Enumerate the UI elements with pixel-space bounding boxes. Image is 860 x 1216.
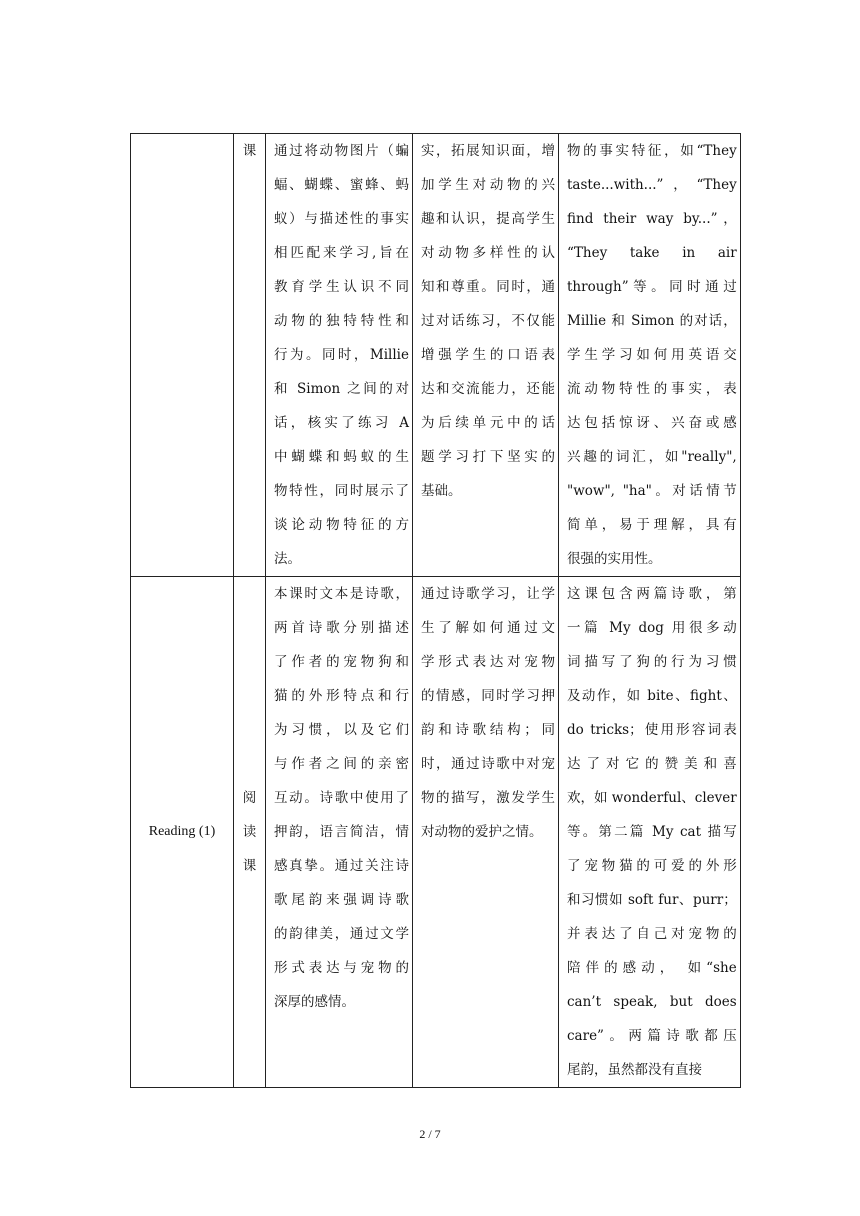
- language-line: 流动物特性的事实，表: [567, 381, 737, 397]
- content-line: 话，核实了练习 A: [274, 415, 409, 431]
- goal-line: 实，拓展知识面，增: [421, 143, 555, 159]
- goal-line: 韵和诗歌结构；同: [421, 722, 555, 738]
- content-line: 深厚的感情。: [274, 994, 355, 1010]
- language-line: Millie 和 Simon 的对话，: [567, 313, 737, 329]
- lesson-type-line: 阅: [242, 790, 257, 806]
- goal-line: 题学习打下坚实的: [421, 449, 555, 465]
- content-line: 的韵律美，通过文学: [274, 926, 409, 942]
- content-line: 物特性，同时展示了: [274, 483, 409, 499]
- language-line: 尾韵，虽然都没有直接: [567, 1062, 702, 1078]
- content-line: 法。: [274, 551, 301, 567]
- language-line: 及动作，如 bite、fight、: [567, 688, 737, 704]
- content-line: 形式表达与宠物的: [274, 960, 409, 976]
- goal-line: 学形式表达对宠物: [421, 654, 555, 670]
- language-line: 很强的实用性。: [567, 551, 662, 567]
- lesson-analysis-table: [130, 133, 741, 1088]
- lesson-name-cell: [131, 577, 234, 1088]
- goal-line: 为后续单元中的话: [421, 415, 555, 431]
- goal-line: 基础。: [421, 483, 462, 499]
- content-line: 通过将动物图片（蝙: [274, 143, 409, 159]
- content-line: 感真挚。通过关注诗: [274, 858, 409, 874]
- content-cell: [266, 134, 413, 577]
- content-line: 猫的外形特点和行: [274, 688, 409, 704]
- lesson-type-line: 课: [242, 858, 257, 874]
- content-line: 与作者之间的亲密: [274, 756, 409, 772]
- language-line: through”等。同时通过: [567, 279, 737, 295]
- language-line: 陪伴的感动， 如“she: [567, 960, 737, 976]
- goal-line: 加学生对动物的兴: [421, 177, 555, 193]
- content-line: 蚁）与描述性的事实: [274, 211, 409, 227]
- language-cell: [559, 134, 741, 577]
- language-line: 这课包含两篇诗歌，第: [567, 586, 737, 602]
- content-line: 和 Simon 之间的对: [274, 381, 409, 397]
- lesson-type-cell: [234, 134, 266, 577]
- lesson-type-cell: [234, 577, 266, 1088]
- language-line: 学生学习如何用英语交: [567, 347, 737, 363]
- language-line: 了宠物猫的可爱的外形: [567, 858, 737, 874]
- language-line: 达包括惊讶、兴奋或感: [567, 415, 737, 431]
- content-line: 动物的独特特性和: [274, 313, 409, 329]
- content-line: 为习惯，以及它们: [274, 722, 409, 738]
- content-line: 行为。同时，Millie: [274, 347, 409, 363]
- goal-cell: [413, 134, 559, 577]
- table-row-2: [131, 577, 741, 1088]
- language-line: 物的事实特征，如“They: [567, 143, 737, 159]
- content-line: 蝠、蝴蝶、蜜蜂、蚂: [274, 177, 409, 193]
- language-line: 词描写了狗的行为习惯: [567, 654, 737, 670]
- language-line: can’t speak, but does: [567, 994, 737, 1010]
- language-line: care”。两篇诗歌都压: [567, 1028, 737, 1044]
- content-line: 互动。诗歌中使用了: [274, 790, 409, 806]
- lesson-type-line: 读: [242, 824, 257, 840]
- goal-line: 趣和认识，提高学生: [421, 211, 555, 227]
- lesson-name: Reading (1): [148, 824, 216, 839]
- language-line: 欢，如 wonderful、clever: [567, 790, 737, 806]
- goal-line: 的情感，同时学习押: [421, 688, 555, 704]
- goal-line: 达和交流能力，还能: [421, 381, 555, 397]
- lesson-name-cell: [131, 134, 234, 577]
- language-line: taste...with...”，“They: [567, 177, 737, 193]
- goal-line: 对动物多样性的认: [421, 245, 555, 261]
- language-line: 并表达了自己对宠物的: [567, 926, 737, 942]
- language-cell: [559, 577, 741, 1088]
- goal-line: 对动物的爱护之情。: [421, 824, 543, 840]
- language-line: 达了对它的赞美和喜: [567, 756, 737, 772]
- language-line: 一篇 My dog 用很多动: [567, 620, 737, 636]
- goal-line: 物的描写，激发学生: [421, 790, 555, 806]
- goal-cell: [413, 577, 559, 1088]
- language-line: do tricks；使用形容词表: [567, 722, 737, 738]
- goal-line: 时，通过诗歌中对宠: [421, 756, 555, 772]
- goal-line: 知和尊重。同时，通: [421, 279, 555, 295]
- lesson-type-line: 课: [242, 143, 257, 159]
- content-line: 教育学生认识不同: [274, 279, 409, 295]
- language-line: 兴趣的词汇，如"really",: [567, 449, 737, 465]
- language-line: 简单，易于理解，具有: [567, 517, 737, 533]
- goal-line: 通过诗歌学习，让学: [421, 586, 555, 602]
- content-line: 了作者的宠物狗和: [274, 654, 409, 670]
- content-cell: [266, 577, 413, 1088]
- content-line: 两首诗歌分别描述: [274, 620, 409, 636]
- content-line: 押韵，语言简洁，情: [274, 824, 409, 840]
- goal-line: 生了解如何通过文: [421, 620, 555, 636]
- page-number: 2 / 7: [419, 1127, 441, 1141]
- content-line: 相匹配来学习,旨在: [274, 245, 409, 261]
- language-line: 等。第二篇 My cat 描写: [567, 824, 737, 840]
- table-row-1: [131, 134, 741, 577]
- goal-line: 过对话练习，不仅能: [421, 313, 555, 329]
- goal-line: 增强学生的口语表: [421, 347, 555, 363]
- language-line: “They take in air: [567, 245, 737, 261]
- language-line: "wow", "ha"。对话情节: [567, 483, 737, 499]
- content-line: 谈论动物特征的方: [274, 517, 409, 533]
- content-line: 本课时文本是诗歌，: [274, 586, 409, 602]
- language-line: 和习惯如 soft fur、purr；: [567, 892, 737, 908]
- language-line: find their way by...”，: [567, 211, 737, 227]
- content-line: 歌尾韵来强调诗歌: [274, 892, 409, 908]
- content-line: 中蝴蝶和蚂蚁的生: [274, 449, 409, 465]
